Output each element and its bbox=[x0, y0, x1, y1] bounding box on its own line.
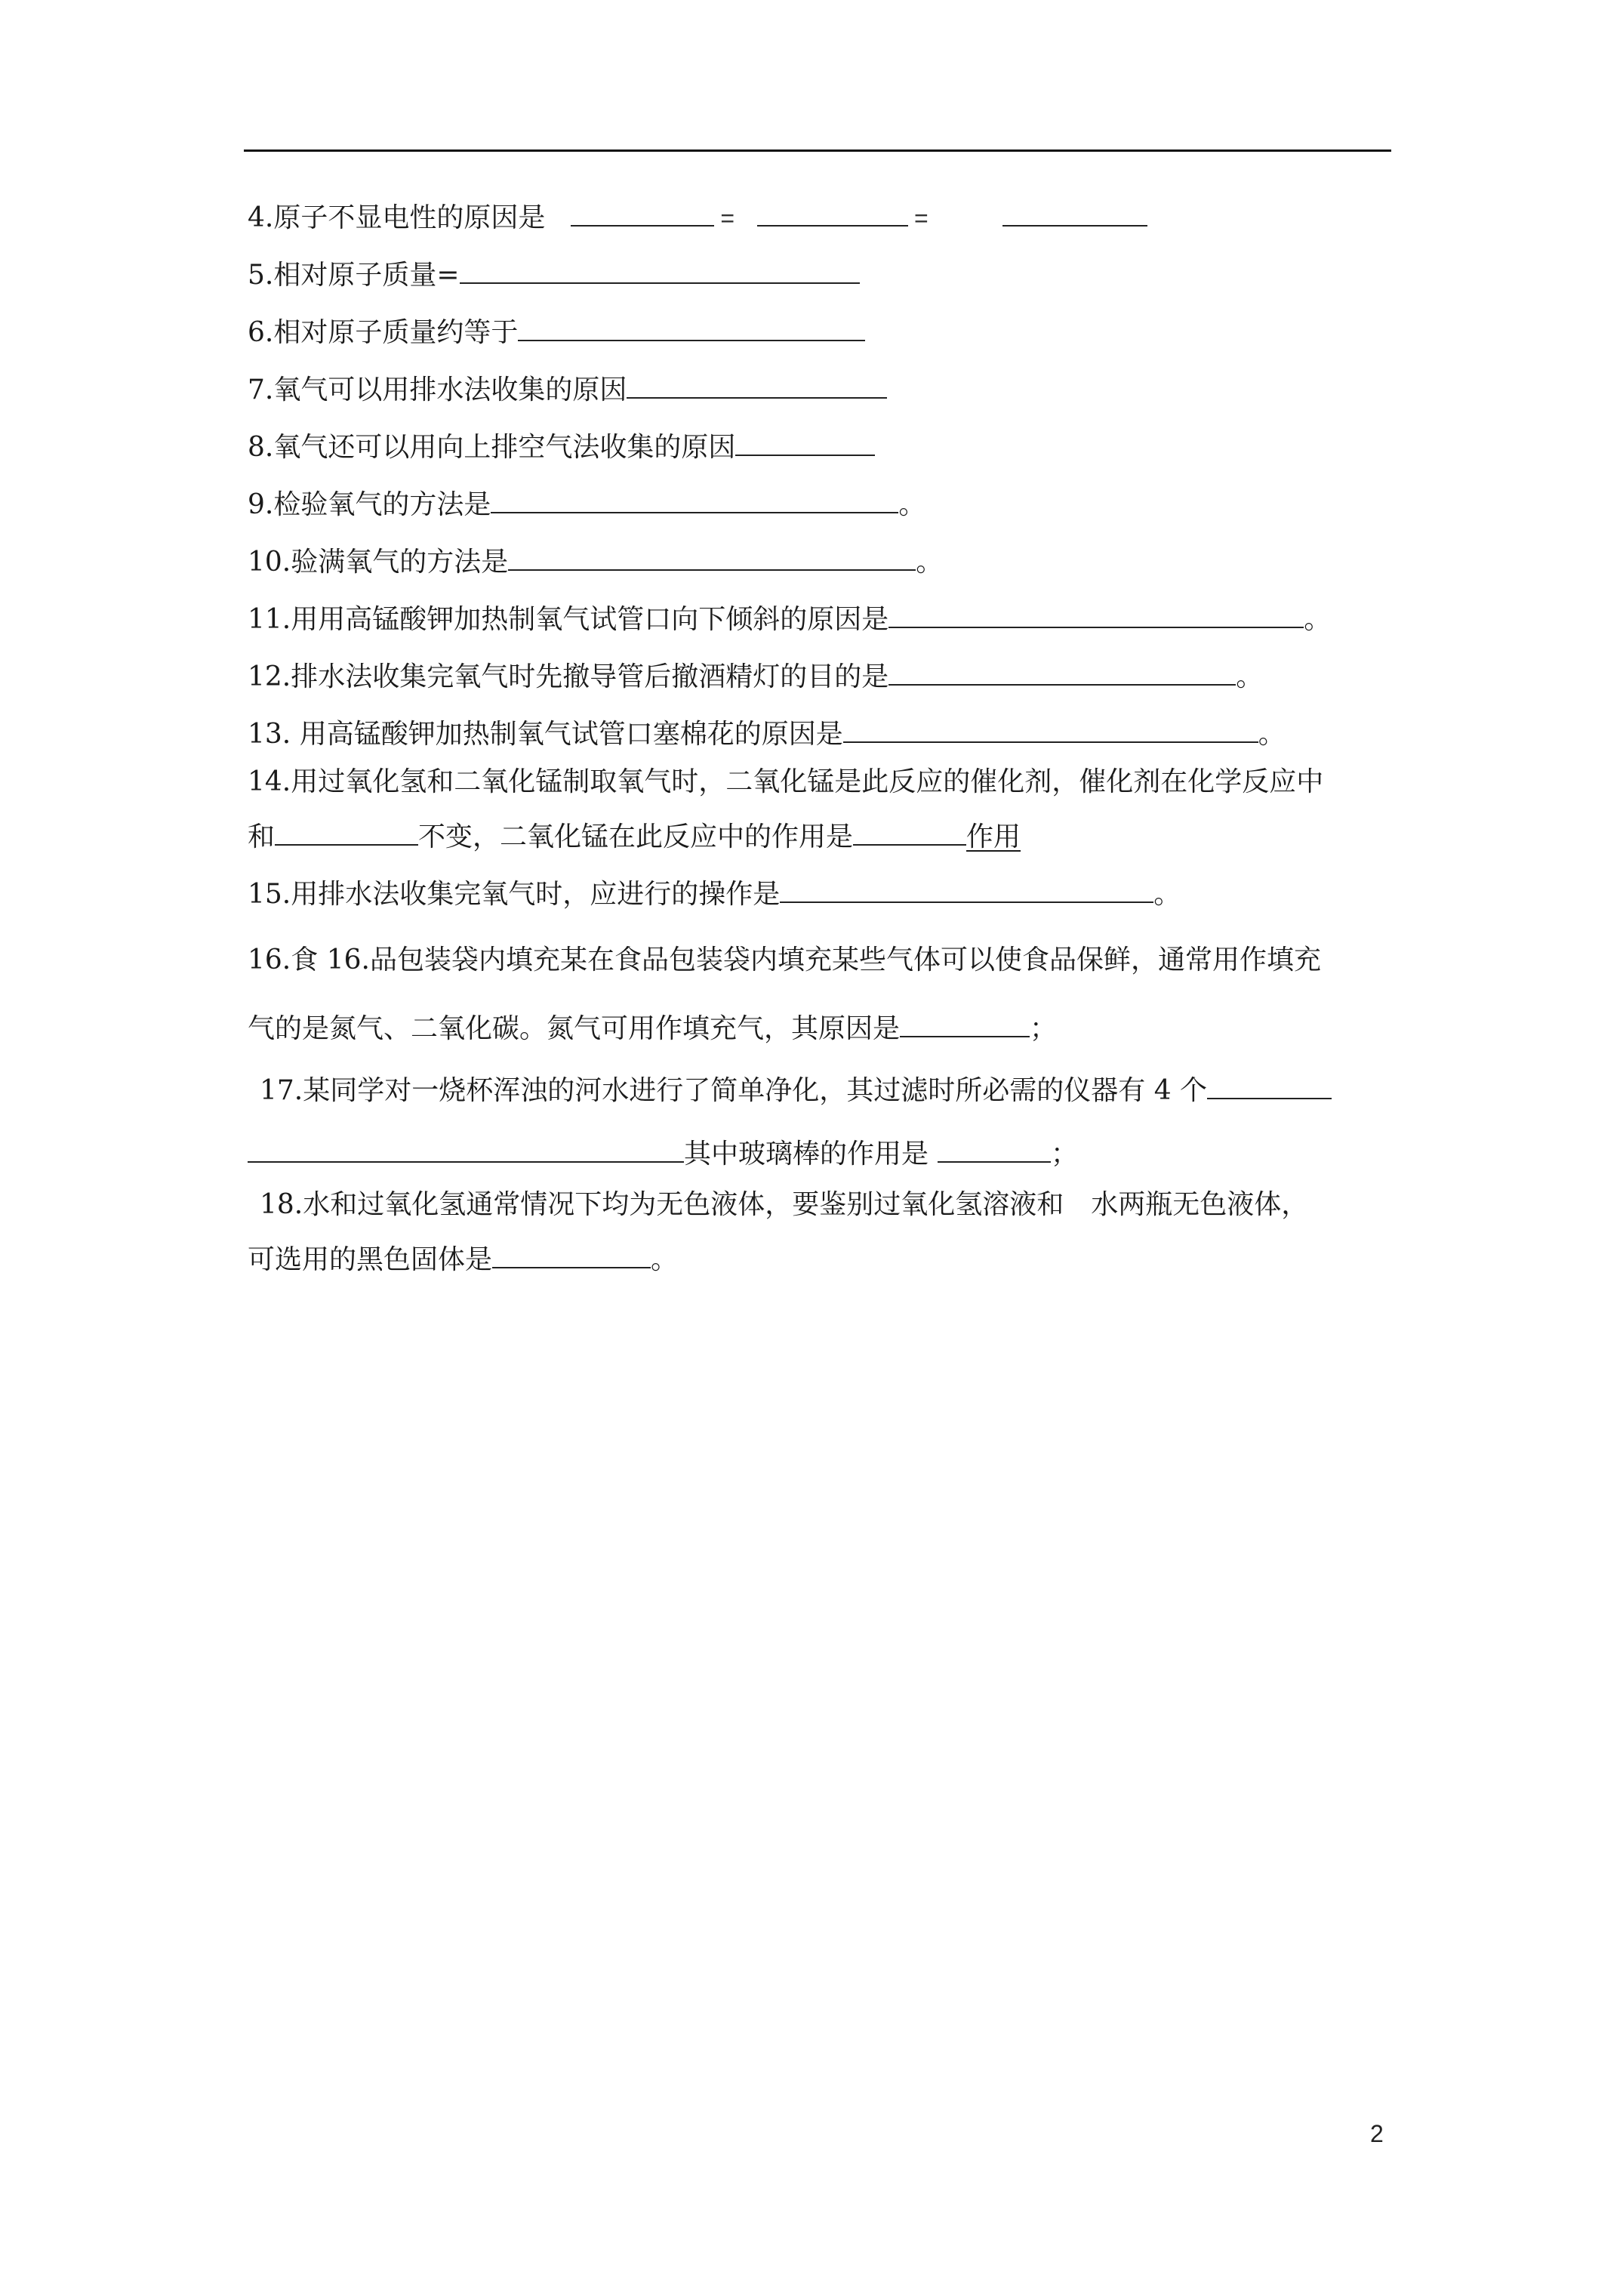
question-11-text: 11.用用高锰酸钾加热制氧气试管口向下倾斜的原因是 bbox=[248, 604, 889, 635]
question-9-text: 9.检验氧气的方法是 bbox=[248, 489, 491, 520]
question-10 bbox=[248, 542, 943, 581]
page-number: 2 bbox=[1370, 2120, 1384, 2147]
question-8-text: 8.氧气还可以用向上排空气法收集的原因 bbox=[248, 432, 736, 463]
question-14-line-2 bbox=[248, 817, 1021, 855]
question-5 bbox=[248, 255, 860, 294]
answer-blank[interactable] bbox=[1002, 198, 1147, 227]
question-18-line-1 bbox=[260, 1187, 1308, 1223]
answer-blank[interactable] bbox=[492, 1240, 651, 1268]
question-8 bbox=[248, 427, 875, 466]
question-17-line-2 bbox=[248, 1134, 1078, 1173]
answer-blank[interactable] bbox=[460, 255, 860, 284]
answer-blank[interactable] bbox=[518, 313, 865, 341]
answer-blank[interactable] bbox=[938, 1134, 1051, 1163]
question-12-text: 12.排水法收集完氧气时先撤导管后撤酒精灯的目的是 bbox=[248, 661, 889, 692]
answer-blank[interactable] bbox=[780, 874, 1153, 903]
question-16-end: ； bbox=[1030, 1013, 1058, 1044]
question-13-text: 13. 用高锰酸钾加热制氧气试管口塞棉花的原因是 bbox=[248, 719, 843, 750]
question-16-text-2: 气的是氮气、二氧化碳。氮气可用作填充气，其原因是 bbox=[248, 1013, 901, 1044]
answer-blank[interactable] bbox=[757, 198, 908, 227]
answer-blank[interactable] bbox=[508, 542, 916, 571]
answer-blank[interactable] bbox=[888, 599, 1304, 628]
question-17-line-1 bbox=[260, 1071, 1332, 1109]
answer-blank[interactable] bbox=[735, 427, 875, 456]
question-11-end: 。 bbox=[1304, 604, 1332, 635]
question-15-end: 。 bbox=[1153, 879, 1181, 910]
answer-blank[interactable] bbox=[888, 657, 1236, 686]
question-15-text: 15.用排水法收集完氧气时，应进行的操作是 bbox=[248, 879, 781, 910]
question-16-line-2 bbox=[248, 1009, 1057, 1047]
question-14-end: 作用 bbox=[966, 821, 1021, 852]
question-17-text: 17.某同学对一烧杯浑浊的河水进行了简单净化，其过滤时所必需的仪器有 4 个 bbox=[260, 1075, 1208, 1106]
question-18-text: 18.水和过氧化氢通常情况下均为无色液体，要鉴别过氧化氢溶液和 水两瓶无色液体， bbox=[260, 1189, 1309, 1220]
question-14-line-1 bbox=[248, 764, 1323, 800]
question-16-text: 16.食 16.品包装袋内填充某在食品包装袋内填充某些气体可以使食品保鲜，通常用作填充 bbox=[248, 945, 1321, 975]
answer-blank[interactable] bbox=[843, 714, 1258, 743]
question-6 bbox=[248, 313, 865, 351]
question-18-end: 。 bbox=[651, 1244, 679, 1275]
question-18-line-2 bbox=[248, 1240, 678, 1278]
question-16-line-1 bbox=[248, 942, 1321, 978]
question-18-text-2: 可选用的黑色固体是 bbox=[248, 1244, 493, 1275]
question-13-end: 。 bbox=[1258, 719, 1286, 750]
question-4-text: 4.原子不显电性的原因是 bbox=[248, 202, 546, 233]
question-13 bbox=[248, 714, 1286, 753]
question-15 bbox=[248, 874, 1181, 913]
question-14-start: 和 bbox=[248, 821, 276, 852]
answer-blank[interactable] bbox=[1207, 1071, 1332, 1099]
question-7 bbox=[248, 370, 887, 408]
question-12-end: 。 bbox=[1236, 661, 1264, 692]
question-17-end: ； bbox=[1051, 1139, 1079, 1170]
question-14-mid: 不变，二氧化锰在此反应中的作用是 bbox=[418, 821, 854, 852]
answer-blank[interactable] bbox=[248, 1134, 684, 1163]
question-12 bbox=[248, 657, 1263, 695]
question-7-text: 7.氧气可以用排水法收集的原因 bbox=[248, 374, 627, 405]
question-9 bbox=[248, 485, 925, 523]
question-10-end: 。 bbox=[916, 547, 944, 578]
question-10-text: 10.验满氧气的方法是 bbox=[248, 547, 509, 578]
question-11 bbox=[248, 599, 1331, 638]
equals-sign: = bbox=[914, 205, 929, 232]
answer-blank[interactable] bbox=[275, 817, 418, 846]
question-6-text: 6.相对原子质量约等于 bbox=[248, 317, 519, 348]
answer-blank[interactable] bbox=[491, 485, 898, 513]
equals-sign: = bbox=[720, 205, 735, 232]
question-17-text-2: 其中玻璃棒的作用是 bbox=[684, 1139, 929, 1170]
answer-blank[interactable] bbox=[627, 370, 887, 399]
question-9-end: 。 bbox=[898, 489, 926, 520]
question-5-text: 5.相对原子质量= bbox=[248, 260, 460, 291]
answer-blank[interactable] bbox=[571, 198, 714, 227]
answer-blank[interactable] bbox=[853, 817, 966, 846]
question-4 bbox=[248, 198, 1147, 236]
answer-blank[interactable] bbox=[900, 1009, 1030, 1037]
question-14-text: 14.用过氧化氢和二氧化锰制取氧气时，二氧化锰是此反应的催化剂，催化剂在化学反应中 bbox=[248, 766, 1324, 797]
header-rule bbox=[244, 149, 1391, 152]
